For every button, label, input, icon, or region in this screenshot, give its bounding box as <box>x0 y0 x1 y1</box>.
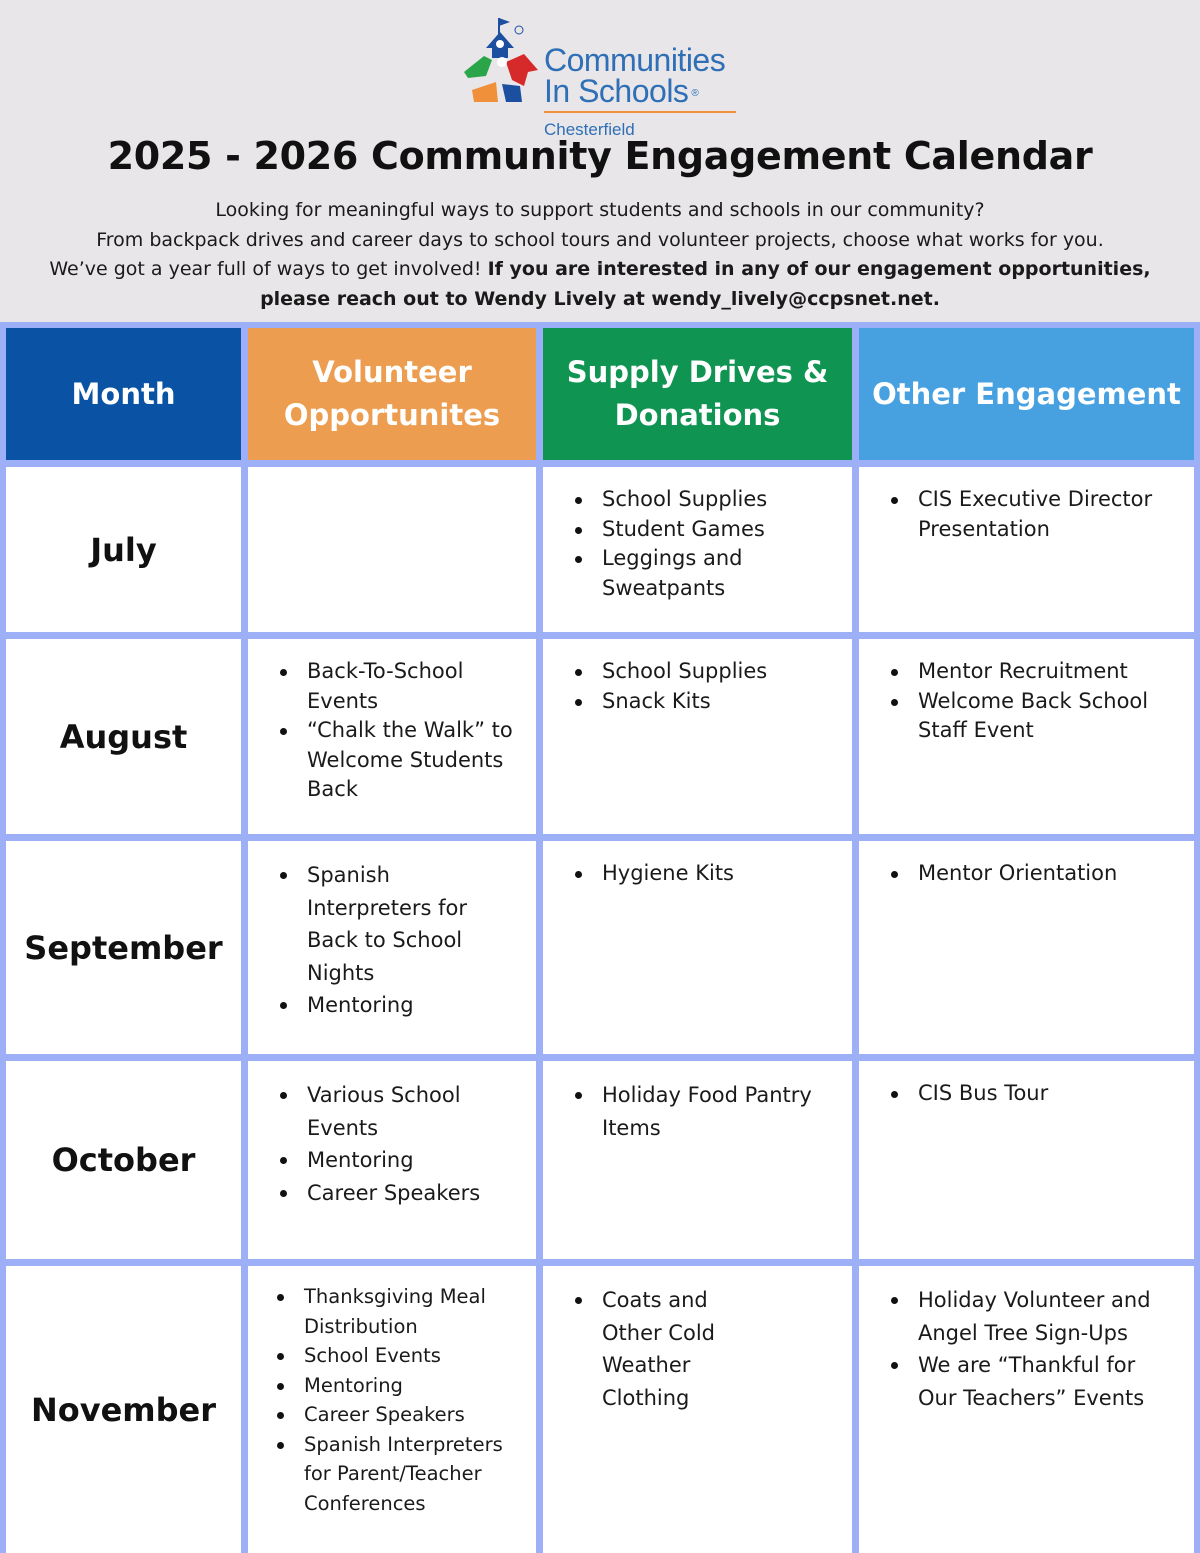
supply-cell-september <box>543 841 852 1054</box>
list-item: School Events <box>273 1341 526 1371</box>
supply-list-october <box>571 1079 840 1144</box>
list-item: Welcome Back School Staff Event <box>887 687 1182 746</box>
registered-mark: ® <box>691 87 699 99</box>
list-item: Spanish Interpreters for Parent/Teacher Conferences <box>273 1430 526 1519</box>
intro-text <box>20 196 1180 314</box>
supply-list-september <box>571 859 840 889</box>
list-item: We are “Thankful for Our Teachers” Events <box>887 1349 1147 1414</box>
other-cell-september <box>859 841 1194 1054</box>
intro-line-2: From backpack drives and career days to school tours and volunteer projects, choose what works for you. <box>96 228 1104 251</box>
supply-cell-august <box>543 639 852 834</box>
supply-list-august <box>571 657 840 716</box>
list-item: Snack Kits <box>571 687 840 717</box>
cis-logo <box>462 14 752 140</box>
column-header-other: Other Engagement <box>859 328 1194 460</box>
list-item: School Supplies <box>571 657 840 687</box>
other-cell-october <box>859 1061 1194 1259</box>
column-header-month: Month <box>6 328 241 460</box>
other-list-november <box>887 1284 1182 1414</box>
volunteer-list-september <box>276 859 524 1022</box>
list-item: Career Speakers <box>276 1177 524 1210</box>
column-header-supply-line2: Donations <box>614 398 781 432</box>
list-item: Spanish Interpreters for Back to School Nights <box>276 859 486 989</box>
supply-cell-july <box>543 467 852 632</box>
supply-list-july <box>571 485 840 603</box>
intro-line-3 <box>20 255 1180 285</box>
list-item: Coats and Other Cold Weather Clothing <box>571 1284 771 1414</box>
other-cell-july <box>859 467 1194 632</box>
column-header-volunteer <box>248 328 536 460</box>
list-item: Mentor Orientation <box>887 859 1182 889</box>
other-list-august <box>887 657 1182 746</box>
list-item: Mentor Recruitment <box>887 657 1182 687</box>
other-list-september <box>887 859 1182 889</box>
volunteer-cell-october <box>248 1061 536 1259</box>
supply-cell-october <box>543 1061 852 1259</box>
list-item: School Supplies <box>571 485 840 515</box>
list-item: Mentoring <box>276 989 524 1022</box>
logo-subtitle: Chesterfield <box>544 120 635 139</box>
page-title: 2025 - 2026 Community Engagement Calendar <box>107 134 1093 178</box>
schoolhouse-logo-icon <box>462 14 542 106</box>
other-list-october <box>887 1079 1182 1109</box>
intro-line-3-bold: If you are interested in any of our engagement opportunities, <box>487 258 1151 280</box>
month-cell-august: August <box>6 639 241 834</box>
list-item: Thanksgiving Meal Distribution <box>273 1282 526 1341</box>
column-header-volunteer-line1: Volunteer <box>312 355 472 389</box>
list-item: Holiday Food Pantry Items <box>571 1079 840 1144</box>
other-list-july <box>887 485 1182 544</box>
list-item: Student Games <box>571 515 840 545</box>
other-cell-november <box>859 1266 1194 1553</box>
list-item: “Chalk the Walk” to Welcome Students Back <box>276 716 524 805</box>
column-header-volunteer-line2: Opportunites <box>283 398 501 432</box>
volunteer-cell-november <box>248 1266 536 1553</box>
supply-list-november <box>571 1284 840 1414</box>
supply-cell-november <box>543 1266 852 1553</box>
logo-wordmark-line1: Communities <box>544 42 726 78</box>
month-cell-september: September <box>6 841 241 1054</box>
volunteer-cell-september <box>248 841 536 1054</box>
list-item: Various School Events <box>276 1079 476 1144</box>
intro-line-1: Looking for meaningful ways to support students and schools in our community? <box>215 199 985 221</box>
list-item: Leggings and Sweatpants <box>571 544 771 603</box>
list-item: Mentoring <box>273 1371 526 1401</box>
list-item: Career Speakers <box>273 1400 526 1430</box>
logo-divider <box>544 111 736 113</box>
column-header-supply <box>543 328 852 460</box>
volunteer-list-november <box>273 1282 526 1518</box>
list-item: CIS Executive Director Presentation <box>887 485 1182 544</box>
volunteer-list-october <box>276 1079 524 1209</box>
month-cell-october: October <box>6 1061 241 1259</box>
volunteer-list-august <box>276 657 524 805</box>
intro-line-3-plain: We’ve got a year full of ways to get involved! <box>49 258 488 280</box>
column-header-supply-line1: Supply Drives & <box>566 355 829 389</box>
list-item: Back-To-School Events <box>276 657 476 716</box>
list-item: Holiday Volunteer and Angel Tree Sign-Ups <box>887 1284 1182 1349</box>
logo-wordmark-line2 <box>544 75 698 110</box>
engagement-calendar-table <box>0 322 1200 1553</box>
list-item: Mentoring <box>276 1144 524 1177</box>
intro-line-4 <box>20 285 1180 315</box>
list-item: CIS Bus Tour <box>887 1079 1182 1109</box>
logo-wordmark-line2-text: In Schools <box>544 73 689 109</box>
list-item: Hygiene Kits <box>571 859 840 889</box>
other-cell-august <box>859 639 1194 834</box>
volunteer-cell-august <box>248 639 536 834</box>
month-cell-november: November <box>6 1266 241 1553</box>
month-cell-july: July <box>6 467 241 632</box>
volunteer-cell-july <box>248 467 536 632</box>
contact-line: please reach out to Wendy Lively at wendy_lively@ccpsnet.net. <box>260 287 940 310</box>
